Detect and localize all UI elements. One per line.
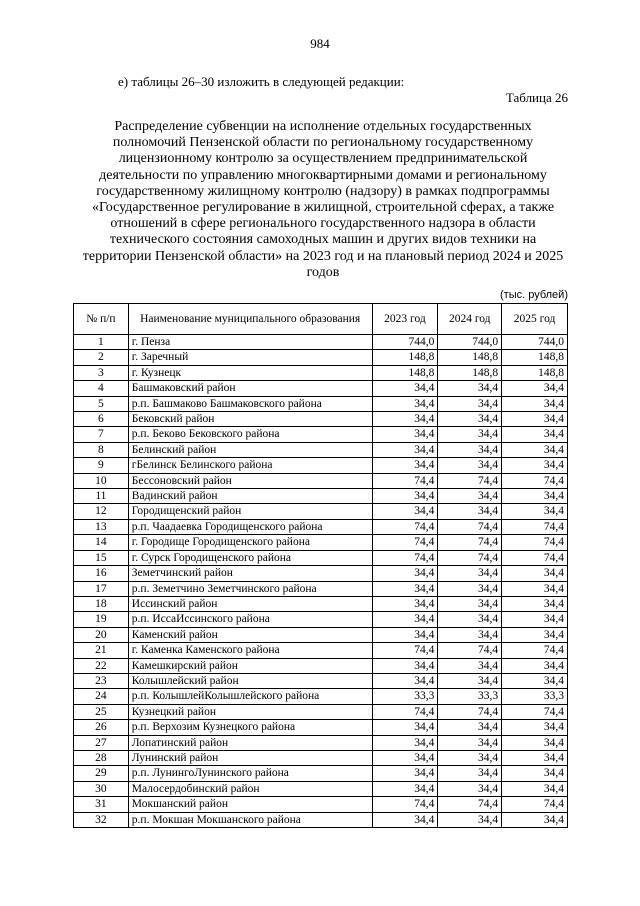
value-2024: 34,4 — [438, 627, 502, 642]
municipality-name: Мокшанский район — [128, 797, 372, 812]
value-2023: 34,4 — [372, 812, 438, 827]
municipality-name: р.п. Мокшан Мокшанского района — [128, 812, 372, 827]
municipality-name: Земетчинский район — [128, 566, 372, 581]
table-label: Таблица 26 — [505, 90, 568, 105]
value-2024: 744,0 — [438, 335, 502, 350]
value-2024: 34,4 — [438, 735, 502, 750]
header-number: № п/п — [74, 304, 129, 335]
value-2024: 34,4 — [438, 812, 502, 827]
value-2023: 34,4 — [372, 427, 438, 442]
value-2025: 34,4 — [502, 781, 568, 796]
table-row — [74, 781, 568, 796]
value-2025: 34,4 — [502, 427, 568, 442]
table-row — [74, 473, 568, 488]
intro-text: е) таблицы 26–30 изложить в следующей редакции: — [118, 74, 405, 89]
value-2023: 148,8 — [372, 350, 438, 365]
table-header-row — [74, 304, 568, 335]
value-2023: 34,4 — [372, 612, 438, 627]
value-2025: 74,4 — [502, 797, 568, 812]
value-2025: 34,4 — [502, 658, 568, 673]
value-2023: 34,4 — [372, 442, 438, 457]
header-2024: 2024 год — [438, 304, 502, 335]
table-row — [74, 612, 568, 627]
row-number: 12 — [74, 504, 129, 519]
value-2023: 34,4 — [372, 458, 438, 473]
value-2025: 34,4 — [502, 766, 568, 781]
row-number: 21 — [74, 643, 129, 658]
value-2025: 34,4 — [502, 612, 568, 627]
row-number: 11 — [74, 489, 129, 504]
value-2024: 34,4 — [438, 489, 502, 504]
value-2024: 34,4 — [438, 504, 502, 519]
subvention-table — [73, 303, 568, 828]
value-2024: 34,4 — [438, 596, 502, 611]
municipality-name: р.п. Верхозим Кузнецкого района — [128, 720, 372, 735]
municipality-name: р.п. Земетчино Земетчинского района — [128, 581, 372, 596]
municipality-name: Малосердобинский район — [128, 781, 372, 796]
municipality-name: г. Каменка Каменского района — [128, 643, 372, 658]
value-2023: 34,4 — [372, 750, 438, 765]
value-2024: 148,8 — [438, 350, 502, 365]
value-2025: 74,4 — [502, 535, 568, 550]
value-2024: 34,4 — [438, 396, 502, 411]
value-2024: 34,4 — [438, 781, 502, 796]
row-number: 23 — [74, 673, 129, 688]
row-number: 24 — [74, 689, 129, 704]
municipality-name: р.п. Чаадаевка Городищенского района — [128, 519, 372, 534]
value-2023: 34,4 — [372, 489, 438, 504]
row-number: 20 — [74, 627, 129, 642]
value-2023: 34,4 — [372, 627, 438, 642]
row-number: 18 — [74, 596, 129, 611]
value-2024: 74,4 — [438, 797, 502, 812]
value-2025: 74,4 — [502, 519, 568, 534]
value-2024: 34,4 — [438, 566, 502, 581]
value-2023: 74,4 — [372, 535, 438, 550]
value-2025: 34,4 — [502, 396, 568, 411]
table-row — [74, 643, 568, 658]
value-2025: 34,4 — [502, 442, 568, 457]
municipality-name: Городищенский район — [128, 504, 372, 519]
row-number: 17 — [74, 581, 129, 596]
value-2025: 34,4 — [502, 735, 568, 750]
table-title: Распределение субвенции на исполнение отдельных государственных полномочий Пензенской области по региональному государственному лицензионному контролю за осуществлением предпринимательской деятельности по управлению многоквартирными домами и региональному государственному жилищному контролю (надзору) в рамках подпрограммы «Государственное регулирование в жилищной, строительной сферах, а также отношений в сфере регионального государственного надзора в области технического состояния самоходных машин и других видов техники на территории Пензенской области» на 2023 год и на плановый период 2024 и 2025 годов — [82, 119, 564, 280]
header-2023: 2023 год — [372, 304, 438, 335]
value-2024: 34,4 — [438, 720, 502, 735]
value-2024: 74,4 — [438, 473, 502, 488]
row-number: 26 — [74, 720, 129, 735]
value-2023: 148,8 — [372, 365, 438, 380]
municipality-name: р.п. ИссаИссинского района — [128, 612, 372, 627]
value-2024: 34,4 — [438, 658, 502, 673]
value-2024: 74,4 — [438, 550, 502, 565]
value-2023: 34,4 — [372, 720, 438, 735]
table-row — [74, 396, 568, 411]
table-row — [74, 766, 568, 781]
row-number: 16 — [74, 566, 129, 581]
value-2024: 34,4 — [438, 766, 502, 781]
row-number: 6 — [74, 412, 129, 427]
value-2023: 74,4 — [372, 519, 438, 534]
table-row — [74, 797, 568, 812]
row-number: 3 — [74, 365, 129, 380]
table-row — [74, 658, 568, 673]
table-row — [74, 704, 568, 719]
table-row — [74, 750, 568, 765]
header-2025: 2025 год — [502, 304, 568, 335]
row-number: 25 — [74, 704, 129, 719]
table-row — [74, 550, 568, 565]
value-2024: 34,4 — [438, 673, 502, 688]
page-number: 984 — [310, 36, 330, 51]
value-2023: 74,4 — [372, 797, 438, 812]
value-2024: 34,4 — [438, 442, 502, 457]
row-number: 27 — [74, 735, 129, 750]
value-2023: 34,4 — [372, 396, 438, 411]
units-label: (тыс. рублей) — [500, 289, 568, 301]
value-2024: 34,4 — [438, 750, 502, 765]
value-2024: 34,4 — [438, 381, 502, 396]
value-2023: 34,4 — [372, 781, 438, 796]
value-2025: 34,4 — [502, 566, 568, 581]
value-2023: 34,4 — [372, 381, 438, 396]
value-2023: 34,4 — [372, 596, 438, 611]
value-2024: 148,8 — [438, 365, 502, 380]
table-row — [74, 535, 568, 550]
value-2023: 34,4 — [372, 566, 438, 581]
table-row — [74, 735, 568, 750]
municipality-name: г. Пенза — [128, 335, 372, 350]
value-2024: 74,4 — [438, 704, 502, 719]
row-number: 8 — [74, 442, 129, 457]
value-2025: 34,4 — [502, 750, 568, 765]
row-number: 19 — [74, 612, 129, 627]
value-2025: 148,8 — [502, 365, 568, 380]
municipality-name: Кузнецкий район — [128, 704, 372, 719]
municipality-name: Камешкирский район — [128, 658, 372, 673]
table-row — [74, 458, 568, 473]
value-2025: 34,4 — [502, 381, 568, 396]
value-2024: 34,4 — [438, 612, 502, 627]
value-2025: 34,4 — [502, 812, 568, 827]
header-municipality: Наименование муниципального образования — [128, 304, 372, 335]
municipality-name: Вадинский район — [128, 489, 372, 504]
row-number: 10 — [74, 473, 129, 488]
row-number: 28 — [74, 750, 129, 765]
municipality-name: Бековский район — [128, 412, 372, 427]
row-number: 22 — [74, 658, 129, 673]
municipality-name: Колышлейский район — [128, 673, 372, 688]
value-2025: 148,8 — [502, 350, 568, 365]
value-2025: 34,4 — [502, 581, 568, 596]
value-2023: 744,0 — [372, 335, 438, 350]
municipality-name: г. Сурск Городищенского района — [128, 550, 372, 565]
row-number: 31 — [74, 797, 129, 812]
row-number: 32 — [74, 812, 129, 827]
value-2025: 34,4 — [502, 596, 568, 611]
municipality-name: г. Заречный — [128, 350, 372, 365]
table-body — [74, 335, 568, 828]
table-row — [74, 812, 568, 827]
value-2025: 34,4 — [502, 458, 568, 473]
row-number: 5 — [74, 396, 129, 411]
table-row — [74, 673, 568, 688]
value-2025: 74,4 — [502, 704, 568, 719]
value-2025: 34,4 — [502, 720, 568, 735]
value-2023: 34,4 — [372, 735, 438, 750]
table-row — [74, 689, 568, 704]
value-2024: 34,4 — [438, 427, 502, 442]
row-number: 13 — [74, 519, 129, 534]
row-number: 2 — [74, 350, 129, 365]
value-2023: 33,3 — [372, 689, 438, 704]
municipality-name: р.п. ЛунингоЛунинского района — [128, 766, 372, 781]
value-2023: 74,4 — [372, 473, 438, 488]
table-row — [74, 627, 568, 642]
table-row — [74, 720, 568, 735]
table-row — [74, 596, 568, 611]
value-2023: 74,4 — [372, 550, 438, 565]
value-2024: 34,4 — [438, 412, 502, 427]
value-2025: 34,4 — [502, 412, 568, 427]
table-row — [74, 365, 568, 380]
value-2023: 34,4 — [372, 581, 438, 596]
value-2023: 74,4 — [372, 643, 438, 658]
municipality-name: Каменский район — [128, 627, 372, 642]
row-number: 15 — [74, 550, 129, 565]
value-2024: 34,4 — [438, 458, 502, 473]
value-2025: 34,4 — [502, 627, 568, 642]
table-row — [74, 581, 568, 596]
value-2023: 34,4 — [372, 504, 438, 519]
municipality-name: Иссинский район — [128, 596, 372, 611]
municipality-name: г. Кузнецк — [128, 365, 372, 380]
table-row — [74, 566, 568, 581]
value-2024: 74,4 — [438, 535, 502, 550]
table-row — [74, 442, 568, 457]
table-row — [74, 381, 568, 396]
municipality-name: р.п. Башмаково Башмаковского района — [128, 396, 372, 411]
municipality-name: Белинский район — [128, 442, 372, 457]
municipality-name: р.п. Беково Бековского района — [128, 427, 372, 442]
municipality-name: Бессоновский район — [128, 473, 372, 488]
table-row — [74, 504, 568, 519]
table-row — [74, 350, 568, 365]
table-row — [74, 519, 568, 534]
value-2023: 34,4 — [372, 673, 438, 688]
value-2025: 74,4 — [502, 643, 568, 658]
row-number: 14 — [74, 535, 129, 550]
row-number: 4 — [74, 381, 129, 396]
value-2023: 34,4 — [372, 412, 438, 427]
value-2025: 74,4 — [502, 550, 568, 565]
value-2025: 74,4 — [502, 473, 568, 488]
table-row — [74, 489, 568, 504]
municipality-name: Лунинский район — [128, 750, 372, 765]
row-number: 9 — [74, 458, 129, 473]
value-2023: 74,4 — [372, 704, 438, 719]
row-number: 7 — [74, 427, 129, 442]
municipality-name: гБелинск Белинского района — [128, 458, 372, 473]
row-number: 1 — [74, 335, 129, 350]
value-2024: 74,4 — [438, 643, 502, 658]
table-row — [74, 427, 568, 442]
row-number: 29 — [74, 766, 129, 781]
value-2025: 34,4 — [502, 504, 568, 519]
row-number: 30 — [74, 781, 129, 796]
value-2025: 33,3 — [502, 689, 568, 704]
value-2023: 34,4 — [372, 658, 438, 673]
value-2025: 34,4 — [502, 673, 568, 688]
municipality-name: Башмаковский район — [128, 381, 372, 396]
municipality-name: Лопатинский район — [128, 735, 372, 750]
municipality-name: г. Городище Городищенского района — [128, 535, 372, 550]
value-2024: 34,4 — [438, 581, 502, 596]
table-row — [74, 412, 568, 427]
value-2025: 34,4 — [502, 489, 568, 504]
value-2023: 34,4 — [372, 766, 438, 781]
value-2024: 33,3 — [438, 689, 502, 704]
municipality-name: р.п. КолышлейКолышлейского района — [128, 689, 372, 704]
value-2025: 744,0 — [502, 335, 568, 350]
value-2024: 74,4 — [438, 519, 502, 534]
table-row — [74, 335, 568, 350]
